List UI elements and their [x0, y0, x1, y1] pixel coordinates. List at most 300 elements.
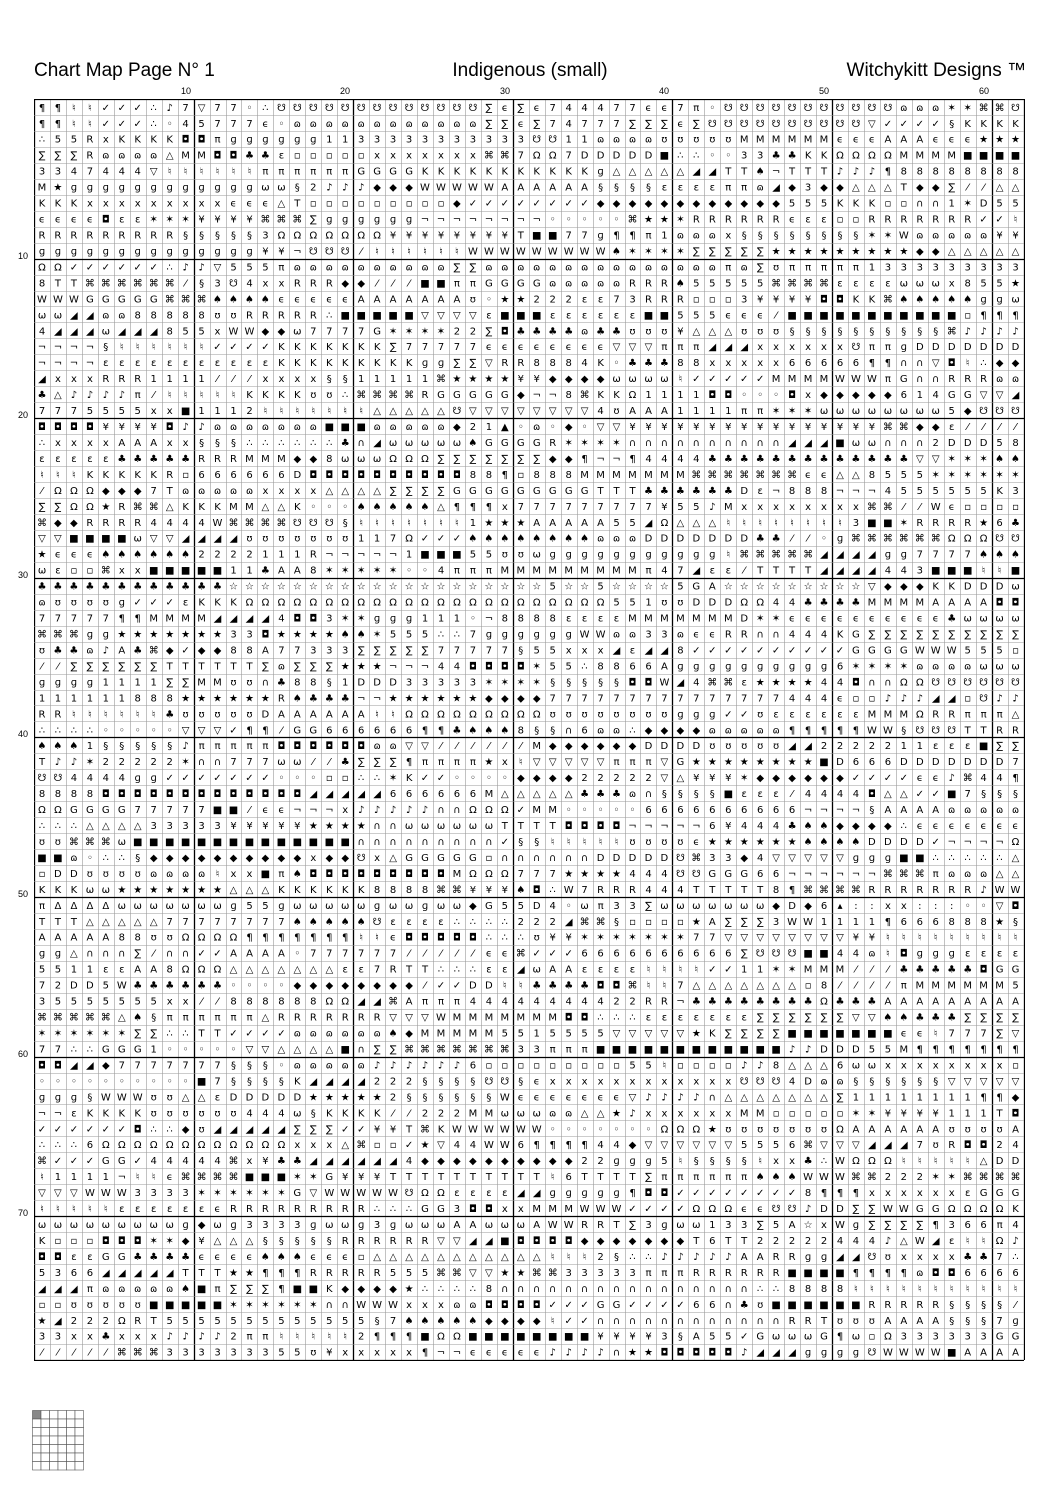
stitch-symbol: ♠ [915, 294, 925, 306]
stitch-symbol: W [116, 1188, 127, 1200]
stitch-symbol: π [198, 741, 205, 753]
stitch-symbol: K [868, 294, 876, 306]
stitch-symbol: W [228, 326, 239, 338]
stitch-symbol: ◦ [262, 980, 269, 992]
stitch-symbol: A [996, 996, 1004, 1008]
stitch-symbol: A [597, 517, 605, 529]
stitch-symbol: ♠ [356, 501, 366, 513]
stitch-symbol: ★ [436, 693, 446, 705]
stitch-symbol: Ω [437, 709, 445, 721]
stitch-symbol: ⌘ [819, 278, 829, 290]
stitch-symbol: ɡ [645, 1156, 652, 1168]
stitch-symbol: ε [71, 453, 77, 465]
stitch-symbol: ɷ [373, 422, 381, 433]
stitch-symbol: ▽ [756, 932, 765, 944]
stitch-symbol: △ [437, 501, 445, 513]
stitch-symbol: G [421, 1204, 429, 1216]
stitch-symbol: 6 [757, 868, 764, 880]
stitch-symbol: W [835, 1220, 845, 1231]
stitch-symbol: 8 [38, 278, 46, 290]
stitch-symbol: ∑ [357, 645, 365, 657]
stitch-symbol: ∴ [549, 884, 556, 896]
stitch-symbol: ⌘ [84, 837, 95, 848]
stitch-symbol: x [948, 1060, 955, 1072]
stitch-symbol: ⁄ [216, 996, 219, 1008]
stitch-symbol: 7 [629, 501, 636, 513]
stitch-symbol: ◆ [596, 198, 605, 210]
stitch-symbol: 8 [932, 166, 939, 178]
stitch-symbol: ♣ [707, 485, 717, 497]
stitch-symbol: Ω [868, 150, 876, 162]
stitch-symbol: ■ [531, 1331, 542, 1343]
stitch-symbol: ♣ [117, 581, 127, 593]
stitch-symbol: ∴ [358, 773, 365, 785]
stitch-symbol: x [741, 501, 748, 513]
stitch-symbol: ɷ [102, 150, 110, 162]
stitch-symbol: § [183, 230, 189, 242]
stitch-symbol: K [198, 597, 205, 609]
stitch-symbol: ◆ [421, 1156, 429, 1168]
stitch-symbol: § [869, 1076, 875, 1088]
stitch-symbol: ʊ [773, 326, 780, 338]
stitch-symbol: 8 [326, 453, 333, 465]
stitch-symbol: A [916, 1315, 924, 1327]
stitch-symbol: ◦ [310, 501, 317, 513]
stitch-symbol: ☋ [979, 693, 989, 705]
stitch-symbol: ∴ [70, 1044, 78, 1056]
stitch-symbol: ∩ [533, 1283, 541, 1295]
stitch-symbol: ◢ [516, 1188, 525, 1200]
stitch-symbol: § [151, 741, 157, 753]
stitch-symbol: ★ [707, 1124, 717, 1136]
stitch-symbol: ε [757, 485, 763, 497]
stitch-symbol: R [948, 884, 956, 896]
stitch-symbol: R [660, 278, 668, 290]
stitch-symbol: ☋ [787, 948, 797, 960]
stitch-symbol: 7 [342, 326, 349, 338]
stitch-symbol: ■ [819, 1267, 829, 1279]
stitch-symbol: ♣ [867, 453, 877, 465]
stitch-symbol: 4 [884, 565, 892, 577]
stitch-symbol: M [803, 374, 813, 386]
stitch-symbol: ◘ [325, 469, 334, 481]
stitch-symbol: ♮ [455, 246, 459, 258]
stitch-symbol: ɡ [852, 1220, 860, 1231]
stitch-symbol: ♮ [407, 246, 411, 258]
stitch-symbol: ɷ [964, 661, 972, 673]
stitch-symbol: ■ [468, 1331, 478, 1343]
stitch-symbol: ɡ [358, 1220, 365, 1231]
stitch-symbol: ω [628, 374, 637, 386]
stitch-symbol: R [325, 278, 333, 290]
stitch-symbol: M [580, 565, 589, 577]
stitch-symbol: ∩ [692, 438, 700, 449]
stitch-symbol: ■ [180, 406, 191, 418]
stitch-symbol: 6 [836, 1060, 844, 1072]
stitch-symbol: ■ [340, 310, 350, 322]
stitch-symbol: ϵ [900, 613, 907, 625]
stitch-symbol: ʊ [310, 533, 317, 545]
stitch-symbol: ɡ [693, 549, 700, 561]
stitch-symbol: ε [821, 214, 827, 226]
stitch-symbol: ♪ [629, 1108, 636, 1120]
stitch-symbol: ◘ [484, 1299, 493, 1311]
stitch-symbol: T [406, 964, 413, 976]
stitch-symbol: ☋ [787, 1204, 797, 1216]
stitch-symbol: R [724, 214, 732, 226]
stitch-symbol: ♣ [165, 581, 175, 593]
stitch-symbol: ɷ [134, 150, 142, 162]
stitch-symbol: ▽ [644, 1028, 653, 1040]
stitch-symbol: ▽ [915, 453, 924, 465]
stitch-symbol: D [899, 757, 908, 769]
stitch-symbol: ■ [915, 852, 925, 864]
stitch-symbol: x [645, 1108, 652, 1120]
stitch-symbol: § [119, 741, 125, 753]
stitch-symbol: R [357, 1012, 365, 1024]
stitch-symbol: G [437, 1204, 445, 1216]
stitch-symbol: ◆ [341, 852, 350, 864]
stitch-symbol: Ω [852, 1156, 860, 1168]
stitch-symbol: ◘ [133, 789, 142, 801]
stitch-symbol: △ [500, 1251, 509, 1263]
stitch-symbol: Ω [373, 597, 381, 609]
stitch-symbol: M [277, 453, 286, 465]
stitch-symbol: ♠ [117, 549, 127, 561]
stitch-symbol: ⌘ [866, 501, 877, 513]
stitch-symbol: ◘ [197, 134, 206, 146]
stitch-symbol: ⁄ [41, 1347, 43, 1359]
stitch-symbol: R [597, 884, 605, 896]
stitch-symbol: A [86, 932, 94, 944]
stitch-symbol: △ [165, 501, 174, 513]
stitch-symbol: x [805, 390, 812, 402]
stitch-symbol: 5 [102, 406, 109, 418]
stitch-symbol: ▽ [38, 1188, 46, 1200]
stitch-symbol: ■ [436, 278, 446, 290]
stitch-symbol: △ [979, 246, 988, 258]
stitch-symbol: ☋ [755, 102, 765, 114]
stitch-symbol: ɡ [645, 549, 652, 561]
stitch-symbol: ✓ [740, 709, 749, 721]
stitch-symbol: π [278, 868, 285, 880]
stitch-symbol: ▽ [197, 102, 206, 114]
stitch-symbol: ɷ [580, 278, 589, 290]
stitch-symbol: Ω [915, 677, 924, 689]
stitch-symbol: △ [437, 406, 445, 418]
stitch-symbol: 1 [661, 390, 668, 402]
stitch-symbol: W [499, 1092, 510, 1104]
stitch-symbol: ⁄ [966, 182, 969, 194]
stitch-symbol: ω [995, 661, 1004, 673]
stitch-symbol: 3 [453, 1204, 461, 1216]
stitch-symbol: ◢ [740, 342, 749, 354]
stitch-symbol: 5 [246, 262, 253, 274]
stitch-symbol: ♮ [1013, 214, 1018, 226]
stitch-symbol: △ [54, 390, 62, 402]
stitch-symbol: ⁄ [807, 533, 809, 545]
stitch-symbol: D [245, 1092, 254, 1104]
stitch-symbol: ◘ [851, 677, 860, 689]
stitch-symbol: ■ [148, 1299, 159, 1311]
stitch-symbol: ◆ [357, 278, 366, 290]
stitch-symbol: ω [692, 900, 701, 912]
stitch-symbol: ʊ [230, 1108, 237, 1120]
stitch-symbol: ϵ [709, 629, 716, 641]
stitch-symbol: R [341, 1012, 349, 1024]
stitch-symbol: ▽ [245, 1044, 254, 1056]
stitch-symbol: ¶ [996, 1044, 1003, 1056]
stitch-symbol: ϵ [820, 469, 828, 481]
stitch-symbol: ☆ [516, 581, 526, 593]
stitch-symbol: 7 [517, 501, 524, 513]
stitch-symbol: ɷ [979, 230, 988, 242]
stitch-symbol: ■ [723, 789, 734, 801]
stitch-symbol: 8 [230, 996, 237, 1008]
stitch-symbol: ε [486, 310, 492, 322]
stitch-symbol: ■ [803, 1299, 813, 1311]
stitch-symbol: A [150, 964, 158, 976]
stitch-symbol: △ [740, 980, 749, 992]
stitch-symbol: ▫ [437, 198, 445, 210]
stitch-symbol: ɷ [389, 422, 397, 433]
stitch-symbol: ♣ [963, 1251, 973, 1263]
stitch-symbol: ¥ [102, 422, 109, 433]
stitch-symbol: x [102, 198, 109, 210]
stitch-symbol: ∴ [54, 725, 62, 737]
stitch-symbol: ◦ [453, 773, 460, 785]
stitch-symbol: ε [502, 964, 508, 976]
stitch-symbol: ∑ [262, 661, 269, 673]
stitch-symbol: ɷ [964, 805, 972, 817]
stitch-symbol: ɷ [660, 262, 669, 274]
stitch-symbol: ε [693, 182, 700, 194]
stitch-symbol: ɷ [565, 262, 573, 274]
stitch-symbol: △ [899, 1236, 908, 1247]
stitch-symbol: ◆ [868, 821, 876, 832]
stitch-symbol: ε [166, 1204, 173, 1216]
stitch-symbol: ʊ [246, 533, 253, 545]
stitch-symbol: ♮ [263, 406, 268, 418]
stitch-symbol: R [916, 1299, 924, 1311]
stitch-symbol: x [821, 501, 827, 513]
stitch-symbol: 7 [533, 868, 540, 880]
stitch-symbol: ¬ [867, 485, 877, 497]
stitch-symbol: ∑ [469, 453, 477, 465]
stitch-symbol: 4 [118, 166, 125, 178]
stitch-symbol: ■ [946, 789, 957, 801]
stitch-symbol: ★ [484, 757, 494, 769]
stitch-symbol: ▫ [868, 1331, 876, 1343]
stitch-symbol: ɷ [373, 118, 381, 130]
stitch-symbol: 7 [597, 501, 604, 513]
stitch-symbol: ϵ [533, 342, 540, 354]
stitch-symbol: ⌘ [451, 884, 462, 896]
stitch-symbol: ★ [452, 693, 462, 705]
stitch-symbol: ◦ [166, 725, 173, 737]
stitch-symbol: ★ [787, 837, 797, 848]
stitch-symbol: ω [995, 613, 1004, 625]
stitch-symbol: ♮ [279, 406, 284, 418]
stitch-symbol: ◆ [931, 182, 940, 194]
stitch-symbol: A [660, 661, 668, 673]
stitch-symbol: ω [293, 900, 302, 912]
stitch-symbol: ∴ [150, 118, 157, 130]
stitch-symbol: ◆ [852, 821, 860, 832]
stitch-symbol: 7 [581, 118, 588, 130]
stitch-symbol: x [86, 438, 93, 449]
stitch-symbol: T [182, 661, 189, 673]
stitch-symbol: K [118, 469, 126, 481]
stitch-symbol: x [198, 198, 205, 210]
stitch-symbol: A [708, 581, 716, 593]
stitch-symbol: 7 [581, 501, 588, 513]
stitch-symbol: 8 [868, 469, 876, 481]
stitch-symbol: ▫ [868, 693, 876, 705]
stitch-symbol: D [979, 581, 988, 593]
stitch-symbol: ▽ [788, 932, 796, 944]
stitch-symbol: ʊ [565, 709, 572, 721]
stitch-symbol: ■ [196, 565, 207, 577]
stitch-symbol: 6 [804, 358, 812, 370]
stitch-symbol: 7 [342, 948, 349, 960]
stitch-symbol: K [230, 597, 237, 609]
stitch-symbol: ω [69, 1220, 79, 1231]
stitch-symbol: ◘ [101, 789, 110, 801]
stitch-symbol: ◦ [565, 900, 572, 912]
stitch-symbol: ∴ [1012, 1251, 1019, 1263]
stitch-symbol: A [692, 1331, 700, 1343]
stitch-symbol: ∴ [262, 102, 269, 114]
stitch-symbol: ʊ [661, 134, 668, 146]
stitch-symbol: M [707, 613, 717, 625]
stitch-symbol: ε [869, 278, 875, 290]
stitch-symbol: ◘ [1011, 900, 1020, 912]
stitch-symbol: π [262, 1331, 269, 1343]
stitch-symbol: A [900, 134, 908, 146]
stitch-symbol: ◦ [773, 390, 780, 402]
stitch-symbol: 2 [150, 757, 157, 769]
stitch-symbol: 7 [533, 501, 540, 513]
stitch-symbol: ♣ [915, 964, 925, 976]
stitch-symbol: D [979, 438, 988, 449]
stitch-symbol: ʊ [134, 1299, 141, 1311]
stitch-symbol: ¬ [420, 214, 430, 226]
stitch-symbol: A [134, 964, 142, 976]
stitch-symbol: 3 [741, 150, 748, 162]
stitch-symbol: x [884, 1060, 891, 1072]
stitch-symbol: ♮ [902, 932, 906, 944]
stitch-symbol: 2 [820, 741, 828, 753]
stitch-symbol: ⌘ [978, 1172, 989, 1184]
stitch-symbol: ɷ [134, 1283, 142, 1295]
stitch-symbol: ■ [164, 565, 175, 577]
stitch-symbol: R [708, 1267, 716, 1279]
stitch-symbol: 6 [852, 757, 860, 769]
stitch-symbol: ⌘ [196, 1172, 207, 1184]
stitch-symbol: W [388, 1299, 399, 1311]
stitch-symbol: R [916, 517, 924, 529]
stitch-symbol: 7 [38, 980, 46, 992]
stitch-symbol: ★ [404, 693, 414, 705]
stitch-symbol: x [102, 438, 109, 449]
stitch-symbol: T [517, 821, 524, 832]
stitch-symbol: ∩ [772, 1315, 780, 1327]
stitch-symbol: ω [867, 438, 877, 449]
stitch-symbol: K [565, 166, 572, 178]
stitch-symbol: M [564, 565, 574, 577]
stitch-symbol: π [757, 406, 764, 418]
stitch-symbol: ▽ [660, 773, 669, 785]
stitch-symbol: ¥ [677, 326, 684, 338]
stitch-symbol: 4 [836, 1236, 844, 1247]
stitch-symbol: ʊ [102, 868, 109, 880]
stitch-symbol: π [661, 1267, 668, 1279]
stitch-symbol: ✶ [803, 406, 813, 418]
stitch-symbol: ▫ [533, 1060, 541, 1072]
stitch-symbol: R [373, 1236, 381, 1247]
stitch-symbol: ⁄ [871, 980, 873, 992]
stitch-symbol: ⌘ [260, 214, 271, 226]
stitch-symbol: ɷ [229, 485, 238, 497]
stitch-symbol: ɷ [533, 262, 541, 274]
stitch-symbol: ∩ [549, 1283, 557, 1295]
stitch-symbol: △ [373, 1251, 381, 1263]
stitch-symbol: Ω [660, 517, 669, 529]
stitch-symbol: 2 [246, 406, 253, 418]
stitch-symbol: Ω [213, 932, 222, 944]
stitch-symbol: ω [644, 374, 653, 386]
stitch-symbol: 3 [326, 613, 333, 625]
stitch-symbol: ▫ [341, 198, 349, 210]
stitch-symbol: ◘ [277, 741, 286, 753]
stitch-symbol: 1 [150, 677, 157, 689]
stitch-symbol: ʊ [757, 709, 764, 721]
stitch-symbol: § [821, 326, 827, 338]
stitch-symbol: ◦ [709, 102, 716, 114]
stitch-symbol: ¥ [469, 230, 477, 242]
stitch-symbol: x [693, 1076, 700, 1088]
stitch-symbol: ✓ [133, 1156, 142, 1168]
stitch-symbol: W [388, 1188, 399, 1200]
stitch-symbol: A [405, 294, 413, 306]
stitch-symbol: ¬ [372, 549, 382, 561]
stitch-symbol: ɷ [692, 262, 700, 274]
stitch-symbol: ◘ [53, 422, 62, 433]
stitch-symbol: ⌘ [898, 422, 909, 433]
stitch-symbol: G [485, 390, 493, 402]
stitch-symbol: ϵ [789, 613, 796, 625]
stitch-symbol: ■ [851, 310, 861, 322]
stitch-symbol: ♮ [550, 1172, 555, 1184]
stitch-symbol: ♮ [279, 1331, 284, 1343]
stitch-symbol: △ [117, 916, 126, 928]
stitch-symbol: △ [1011, 868, 1020, 880]
stitch-symbol: K [294, 501, 301, 513]
stitch-symbol: ◆ [453, 1156, 461, 1168]
stitch-symbol: ʊ [198, 709, 205, 721]
stitch-symbol: ω [963, 613, 972, 625]
stitch-symbol: ɡ [900, 549, 907, 561]
stitch-symbol: 3 [246, 629, 253, 641]
stitch-symbol: ⌘ [100, 1012, 111, 1024]
stitch-symbol: ▽ [309, 1188, 318, 1200]
stitch-symbol: W [803, 1172, 814, 1184]
stitch-symbol: ✶ [484, 677, 494, 689]
stitch-symbol: ✓ [548, 948, 557, 960]
stitch-symbol: ✶ [341, 613, 350, 625]
stitch-symbol: ∴ [118, 852, 125, 864]
